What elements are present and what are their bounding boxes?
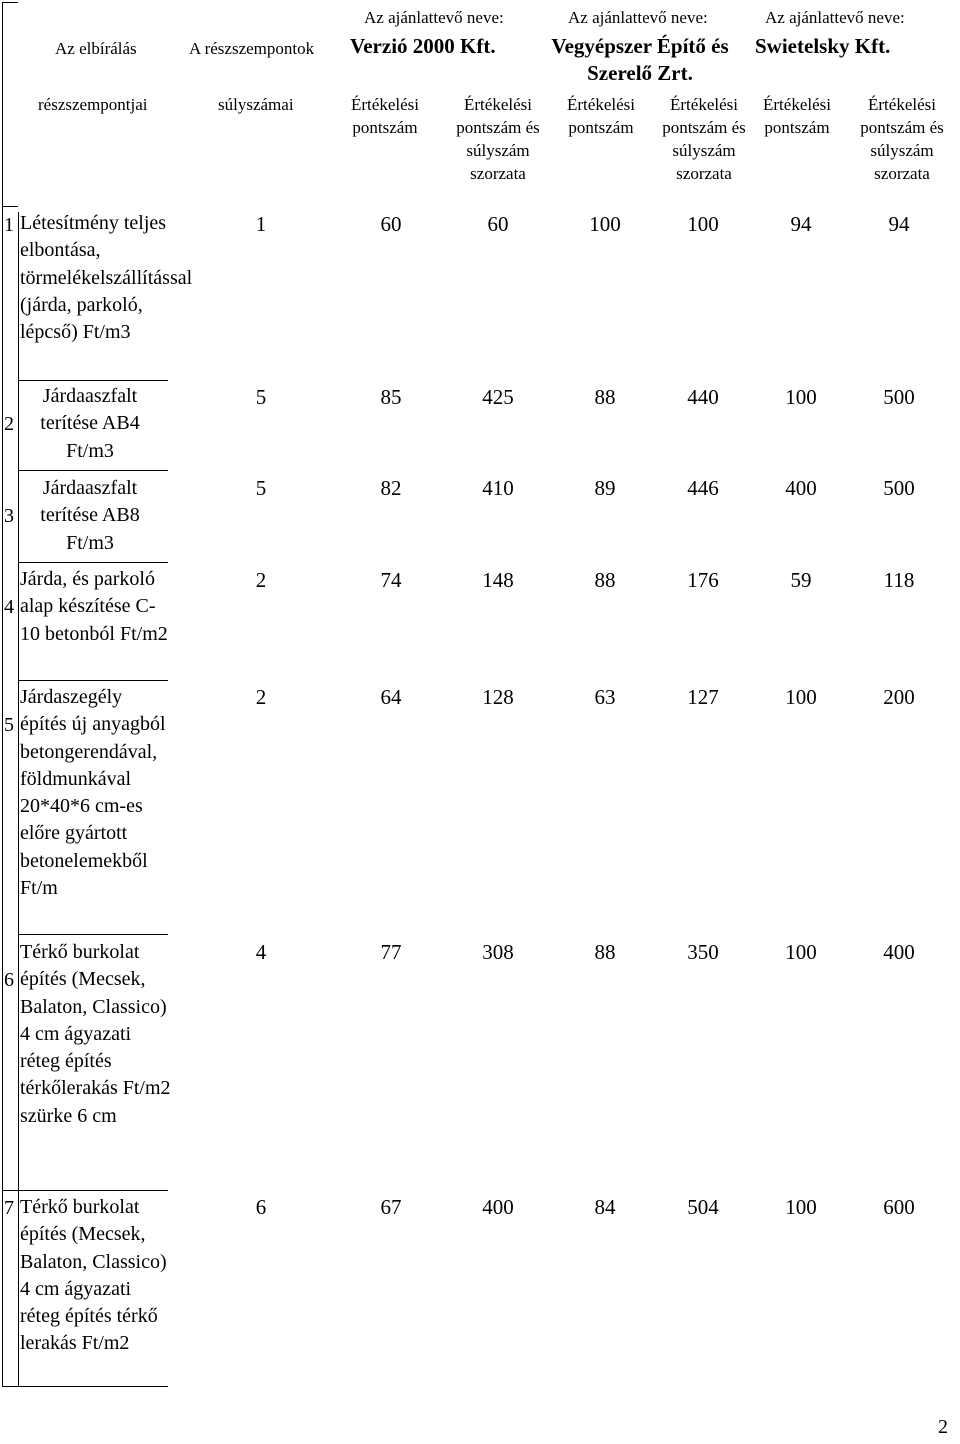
row-value: 88 xyxy=(594,568,616,592)
product-header-3: Értékelési pontszám és súlyszám szorzata xyxy=(860,95,944,183)
bidder-label-3: Az ajánlattevő neve: xyxy=(765,8,905,27)
row-value: 600 xyxy=(883,1195,915,1219)
row-sep-0 xyxy=(2,206,18,207)
row-number: 1 xyxy=(4,214,14,236)
bidder-label-2: Az ajánlattevő neve: xyxy=(568,8,708,27)
row-description: Térkő burkolat építés (Mecsek, Balaton, Classico) 4 cm ágyazati réteg építés térkő lerakás Ft/m2 xyxy=(20,1196,167,1355)
row-value: 410 xyxy=(482,476,514,500)
row-value: 89 xyxy=(594,476,616,500)
row-value: 63 xyxy=(594,685,616,709)
row-weight: 2 xyxy=(255,568,267,592)
bidder-name-1: Verzió 2000 Kft. xyxy=(350,34,496,58)
row-divider xyxy=(2,1190,18,1191)
score-header-3: Értékelési pontszám xyxy=(763,95,831,137)
row-divider xyxy=(18,934,168,935)
row-value: 148 xyxy=(482,568,514,592)
row-divider xyxy=(18,1190,168,1191)
row-value: 425 xyxy=(482,385,514,409)
row-value: 128 xyxy=(482,685,514,709)
row-value: 100 xyxy=(785,940,817,964)
row-weight: 4 xyxy=(255,940,267,964)
row-number: 3 xyxy=(4,505,14,527)
row-value: 400 xyxy=(785,476,817,500)
row-divider xyxy=(18,680,168,681)
product-header-2: Értékelési pontszám és súlyszám szorzata xyxy=(662,95,746,183)
row-value: 67 xyxy=(380,1195,402,1219)
row-number: 4 xyxy=(4,596,14,618)
row-value: 100 xyxy=(785,685,817,709)
row-value: 94 xyxy=(790,212,812,236)
row-value: 400 xyxy=(482,1195,514,1219)
row-divider xyxy=(18,380,168,381)
score-header-2: Értékelési pontszám xyxy=(567,95,635,137)
table-bottom-border xyxy=(2,1386,18,1387)
row-description: Járdaaszfalt terítése AB8 Ft/m3 xyxy=(40,477,140,554)
criteria-header-line1: Az elbírálás xyxy=(55,39,137,58)
row-weight: 5 xyxy=(255,385,267,409)
row-value: 400 xyxy=(883,940,915,964)
row-number: 5 xyxy=(4,714,14,736)
criteria-header-line2: részszempontjai xyxy=(38,95,148,114)
table-top-border xyxy=(2,2,18,3)
row-value: 60 xyxy=(380,212,402,236)
row-weight: 6 xyxy=(255,1195,267,1219)
bidder-label-1: Az ajánlattevő neve: xyxy=(364,8,504,27)
row-value: 88 xyxy=(594,385,616,409)
row-value: 100 xyxy=(785,385,817,409)
score-header-1: Értékelési pontszám xyxy=(351,95,419,137)
row-value: 504 xyxy=(687,1195,719,1219)
row-value: 500 xyxy=(883,385,915,409)
row-description: Járda, és parkoló alap készítése C-10 betonból Ft/m2 xyxy=(20,568,168,645)
row-value: 59 xyxy=(790,568,812,592)
row-value: 64 xyxy=(380,685,402,709)
row-value: 100 xyxy=(785,1195,817,1219)
row-value: 82 xyxy=(380,476,402,500)
bidder-name-2: Vegyépszer Építő és Szerelő Zrt. xyxy=(551,34,729,85)
row-weight: 2 xyxy=(255,685,267,709)
row-value: 350 xyxy=(687,940,719,964)
row-value: 60 xyxy=(487,212,509,236)
row-value: 500 xyxy=(883,476,915,500)
weight-header-line1: A részszempontok xyxy=(189,39,315,58)
row-description: Térkő burkolat építés (Mecsek, Balaton, Classico) 4 cm ágyazati réteg építés térkőlerakás Ft/m2 szürke 6 cm xyxy=(20,941,171,1127)
row-divider xyxy=(18,470,168,471)
row-number: 2 xyxy=(4,413,14,435)
page-number: 2 xyxy=(938,1416,948,1438)
row-description: Járdaszegély építés új anyagból betongerendával, földmunkával 20*40*6 cm-es előre gyártott betonelemekből Ft/m xyxy=(20,686,166,900)
desc-left-border xyxy=(18,212,19,1386)
row-description: Járdaaszfalt terítése AB4 Ft/m3 xyxy=(40,385,140,462)
row-description: Létesítmény teljes elbontása, törmelékelszállítással (járda, parkoló, lépcső) Ft/m3 xyxy=(20,212,193,344)
weight-header-line2: súlyszámai xyxy=(218,95,294,114)
row-weight: 1 xyxy=(255,212,267,236)
row-value: 100 xyxy=(687,212,719,236)
row-weight: 5 xyxy=(255,476,267,500)
row-number: 6 xyxy=(4,969,14,991)
row-value: 118 xyxy=(883,568,915,592)
row-value: 308 xyxy=(482,940,514,964)
row-value: 200 xyxy=(883,685,915,709)
row-value: 127 xyxy=(687,685,719,709)
row-value: 85 xyxy=(380,385,402,409)
row-value: 94 xyxy=(888,212,910,236)
row-value: 176 xyxy=(687,568,719,592)
row-value: 77 xyxy=(380,940,402,964)
table-bottom-line xyxy=(18,1386,168,1387)
product-header-1: Értékelési pontszám és súlyszám szorzata xyxy=(456,95,540,183)
row-value: 88 xyxy=(594,940,616,964)
row-value: 446 xyxy=(687,476,719,500)
row-divider xyxy=(18,562,168,563)
row-value: 84 xyxy=(594,1195,616,1219)
row-value: 100 xyxy=(589,212,621,236)
row-value: 74 xyxy=(380,568,402,592)
bidder-name-3: Swietelsky Kft. xyxy=(755,34,891,58)
table-left-border xyxy=(2,2,3,1386)
row-value: 440 xyxy=(687,385,719,409)
row-number: 7 xyxy=(4,1197,14,1219)
